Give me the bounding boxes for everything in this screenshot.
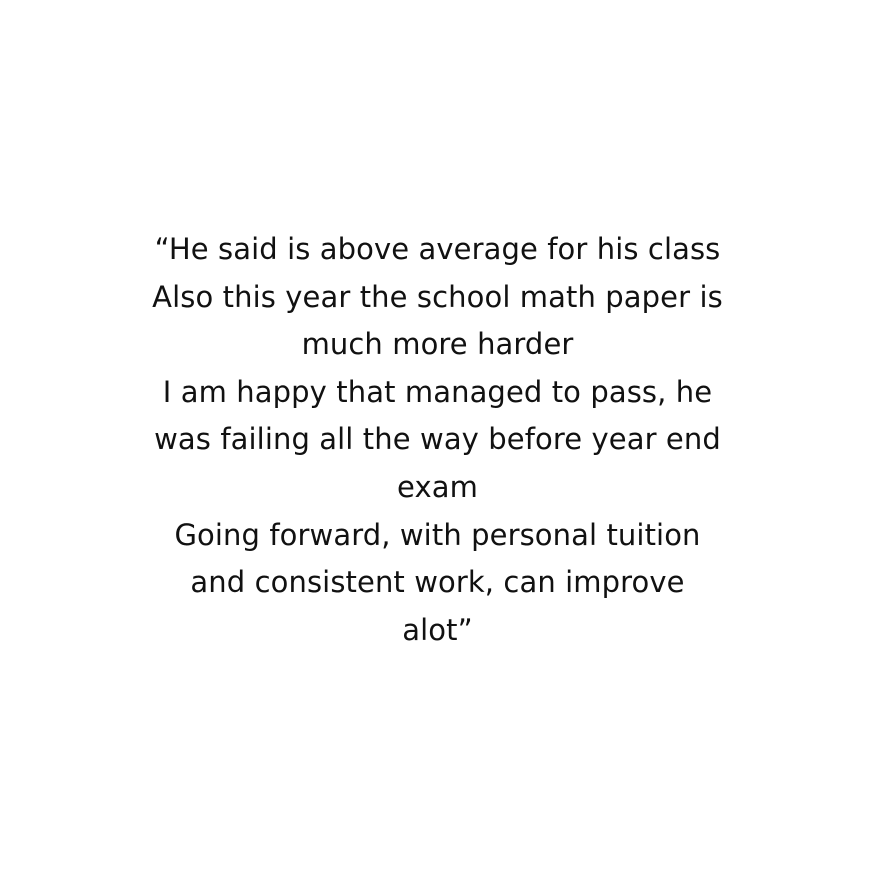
quote-line-7: Going forward, with personal tuition	[174, 517, 701, 552]
testimonial-quote	[0, 226, 875, 654]
quote-line-2: Also this year the school math paper is	[152, 279, 723, 314]
quote-line-4: I am happy that managed to pass, he	[162, 374, 713, 409]
quote-line-9: alot”	[402, 612, 473, 647]
quote-line-6: exam	[397, 469, 478, 504]
quote-line-8: and consistent work, can improve	[190, 565, 685, 600]
quote-line-5: was failing all the way before year end	[154, 422, 721, 457]
quote-line-1: “He said is above average for his class	[154, 232, 721, 266]
quote-line-3: much more harder	[301, 327, 574, 362]
